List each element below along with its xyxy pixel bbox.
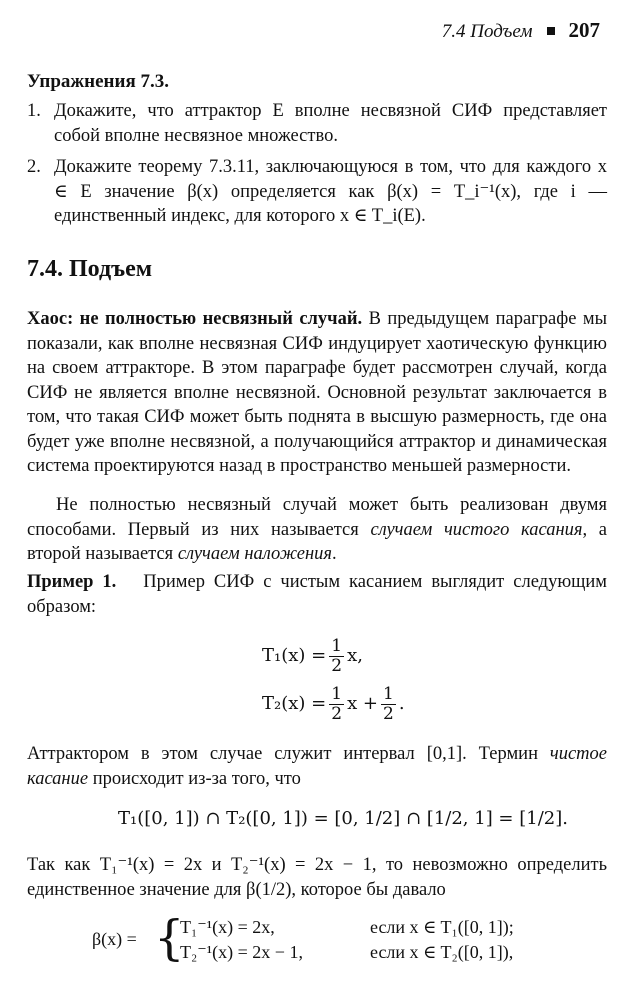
frac-denominator: 2 (331, 703, 343, 724)
fraction (329, 637, 344, 676)
two-ways-text: . (332, 544, 337, 564)
page-number: 207 (568, 18, 600, 42)
two-ways-paragraph (27, 493, 607, 567)
beta-case-1: T₁⁻¹(x) = 2x, (180, 917, 275, 937)
beta-condition-1: если x ∈ T₁([0, 1]); (370, 917, 514, 937)
attractor-paragraph (27, 742, 607, 791)
running-header (0, 18, 600, 45)
exercise-text: Докажите, что аттрактор E вполне несвязной СИФ представляет собой вполне несвязное множество. (54, 101, 607, 146)
eq-t1-lhs: T₁(x) = (262, 644, 327, 666)
exercise-text: Докажите теорему 7.3.11, заключающуюся в том, что для каждого x ∈ E значение β(x) определяется как β(x) = T_i⁻¹(x), где i — единственный индекс, для которого x ∈ T_i(E). (54, 157, 607, 226)
eq-t1-rhs: x, (347, 644, 363, 666)
header-title: 7.4 Подъем (441, 21, 533, 42)
exercise-item (27, 99, 607, 148)
example-paragraph (27, 570, 607, 619)
beta-case-2: T₂⁻¹(x) = 2x − 1, (180, 942, 303, 962)
attractor-text: происходит из-за того, что (88, 768, 301, 789)
chaos-lead: Хаос: не полностью несвязный случай. (27, 309, 363, 329)
fraction (381, 685, 396, 724)
chaos-body: В предыдущем параграфе мы показали, как вполне несвязная СИФ индуцирует хаотическую функцию на своем аттракторе. В этом параграфе будет рассмотрен случай, когда СИФ не является вполне несвязной. Основной результат заключается в том, что такая СИФ может быть поднята в высшую размерность, где она будет уже вполне несвязной, а получающийся аттрактор и динамическая система проектируются назад в пространство меньшей размерности. (27, 309, 607, 476)
chaos-paragraph (27, 307, 607, 479)
two-ways-text: , а второй называется (27, 519, 607, 564)
frac-denominator: 2 (383, 703, 394, 724)
eq-t2-lhs: T₂(x) = (262, 692, 327, 714)
frac-numerator: 1 (331, 635, 343, 656)
eq-t2-end: . (398, 692, 405, 714)
frac-numerator: 1 (331, 683, 343, 704)
exercise-number: 2. (27, 157, 41, 177)
term-overlap: случаем наложения (177, 544, 333, 564)
beta-lhs: β(x) = (92, 929, 137, 949)
inverse-paragraph: Так как T₁⁻¹(x) = 2x и T₂⁻¹(x) = 2x − 1, то невозможно определить единственное значение для β(1/2), которое бы давало (27, 855, 607, 900)
eq-t2-mid: x + (347, 692, 379, 714)
beta-condition-2: если x ∈ T₂([0, 1]), (370, 942, 514, 962)
attractor-text: Аттрактором в этом случае служит интервал [0,1]. Термин (27, 744, 550, 764)
equation-intersection: T₁([0, 1]) ∩ T₂([0, 1]) = [0, 1/2] ∩ [1/2, 1] = [1/2]. (118, 808, 568, 829)
equation-t2 (262, 681, 405, 727)
section-title: 7.4. Подъем (27, 256, 153, 282)
two-ways-text: Не полностью несвязный случай может быть реализован двумя способами. Первый из них называется (27, 495, 607, 540)
frac-denominator: 2 (331, 655, 343, 676)
frac-numerator: 1 (383, 683, 394, 704)
example-lead: Пример 1. (27, 572, 117, 592)
square-bullet-icon (547, 27, 555, 35)
exercises-heading: Упражнения 7.3. (27, 71, 169, 92)
fraction (329, 685, 344, 724)
exercise-number: 1. (27, 101, 41, 121)
term-pure-tangency: случаем чистого касания (370, 519, 583, 540)
equation-t1 (262, 633, 363, 679)
term-pure-tangency: чистое касание (27, 744, 607, 789)
example-body: Пример СИФ с чистым касанием выглядит следующим образом: (27, 572, 607, 617)
exercise-item (27, 155, 607, 229)
left-brace-icon: { (154, 910, 185, 966)
